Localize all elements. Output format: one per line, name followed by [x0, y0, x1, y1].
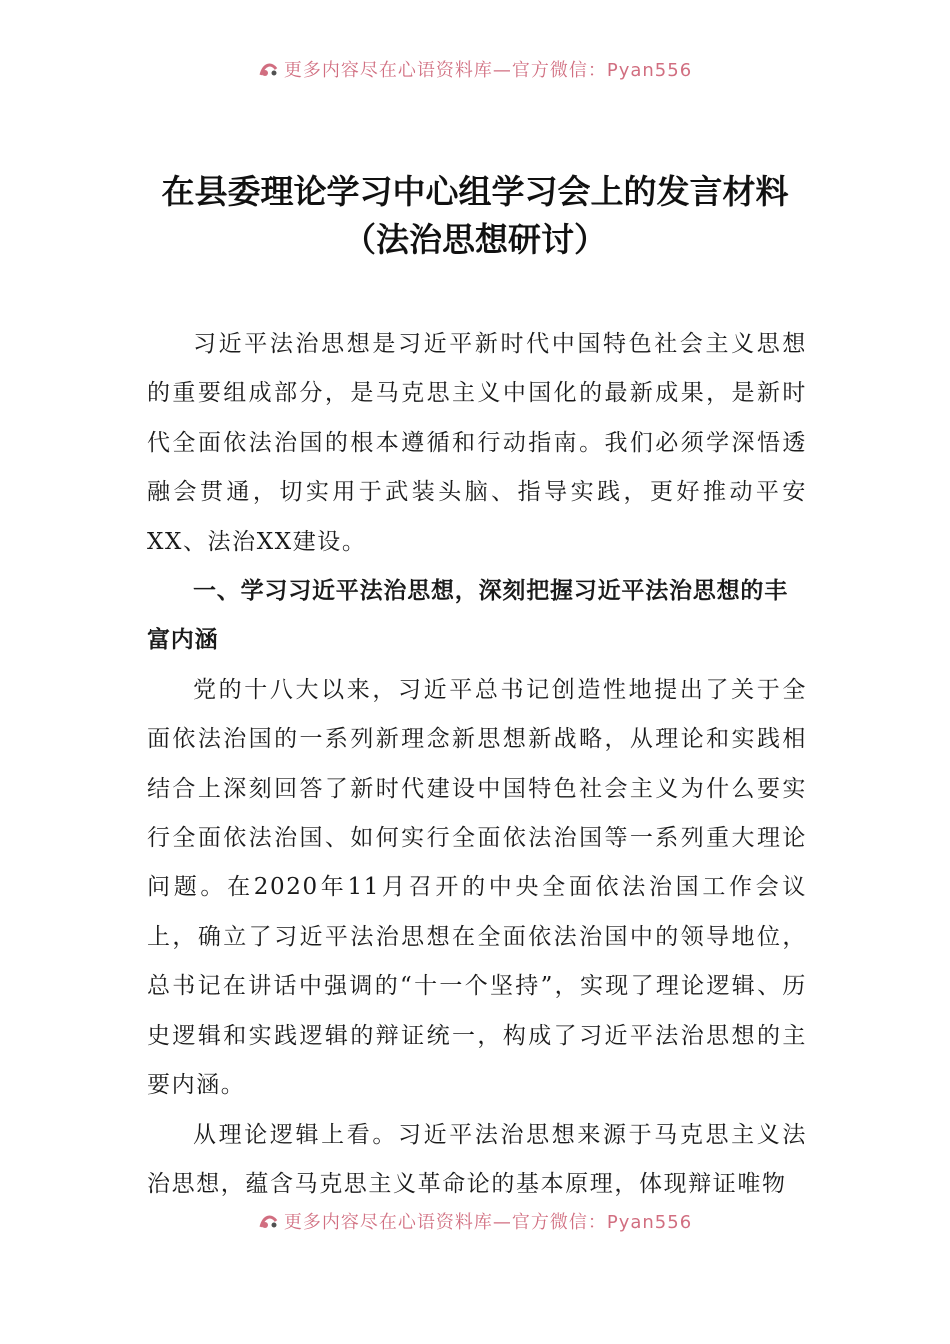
document-body: [147, 320, 807, 1209]
intro-paragraph: 习近平法治思想是习近平新时代中国特色社会主义思想的重要组成部分，是马克思主义中国化的最新成果，是新时代全面依法治国的根本遵循和行动指南。我们必须学深悟透融会贯通，切实用于武装头脑、指导实践，更好推动平安XX、法治XX建设。: [147, 331, 807, 555]
watermark-top: [0, 56, 950, 82]
section-heading: 一、学习习近平法治思想，深刻把握习近平法治思想的丰富内涵: [147, 578, 788, 654]
document-title: 在县委理论学习中心组学习会上的发言材料（法治思想研讨）: [161, 172, 789, 259]
watermark-bottom: [0, 1208, 950, 1234]
body-paragraph: 从理论逻辑上看。习近平法治思想来源于马克思主义法治思想，蕴含马克思主义革命论的基本原理，体现辩证唯物: [147, 1121, 807, 1197]
body-paragraph: 党的十八大以来，习近平总书记创造性地提出了关于全面依法治国的一系列新理念新思想新战略，从理论和实践相结合上深刻回答了新时代建设中国特色社会主义为什么要实行全面依法治国、如何实行全面依法治国等一系列重大理论问题。在2020年11月召开的中央全面依法治国工作会议上，确立了习近平法治思想在全面依法治国中的领导地位，总书记在讲话中强调的“十一个坚持”，实现了理论逻辑、历史逻辑和实践逻辑的辩证统一，构成了习近平法治思想的主要内涵。: [147, 676, 807, 1099]
brand-logo-icon: [258, 61, 280, 79]
brand-logo-icon: [258, 1213, 280, 1231]
watermark-text: 更多内容尽在心语资料库—官方微信：Pyan556: [283, 60, 693, 81]
watermark-text: 更多内容尽在心语资料库—官方微信：Pyan556: [283, 1212, 693, 1233]
